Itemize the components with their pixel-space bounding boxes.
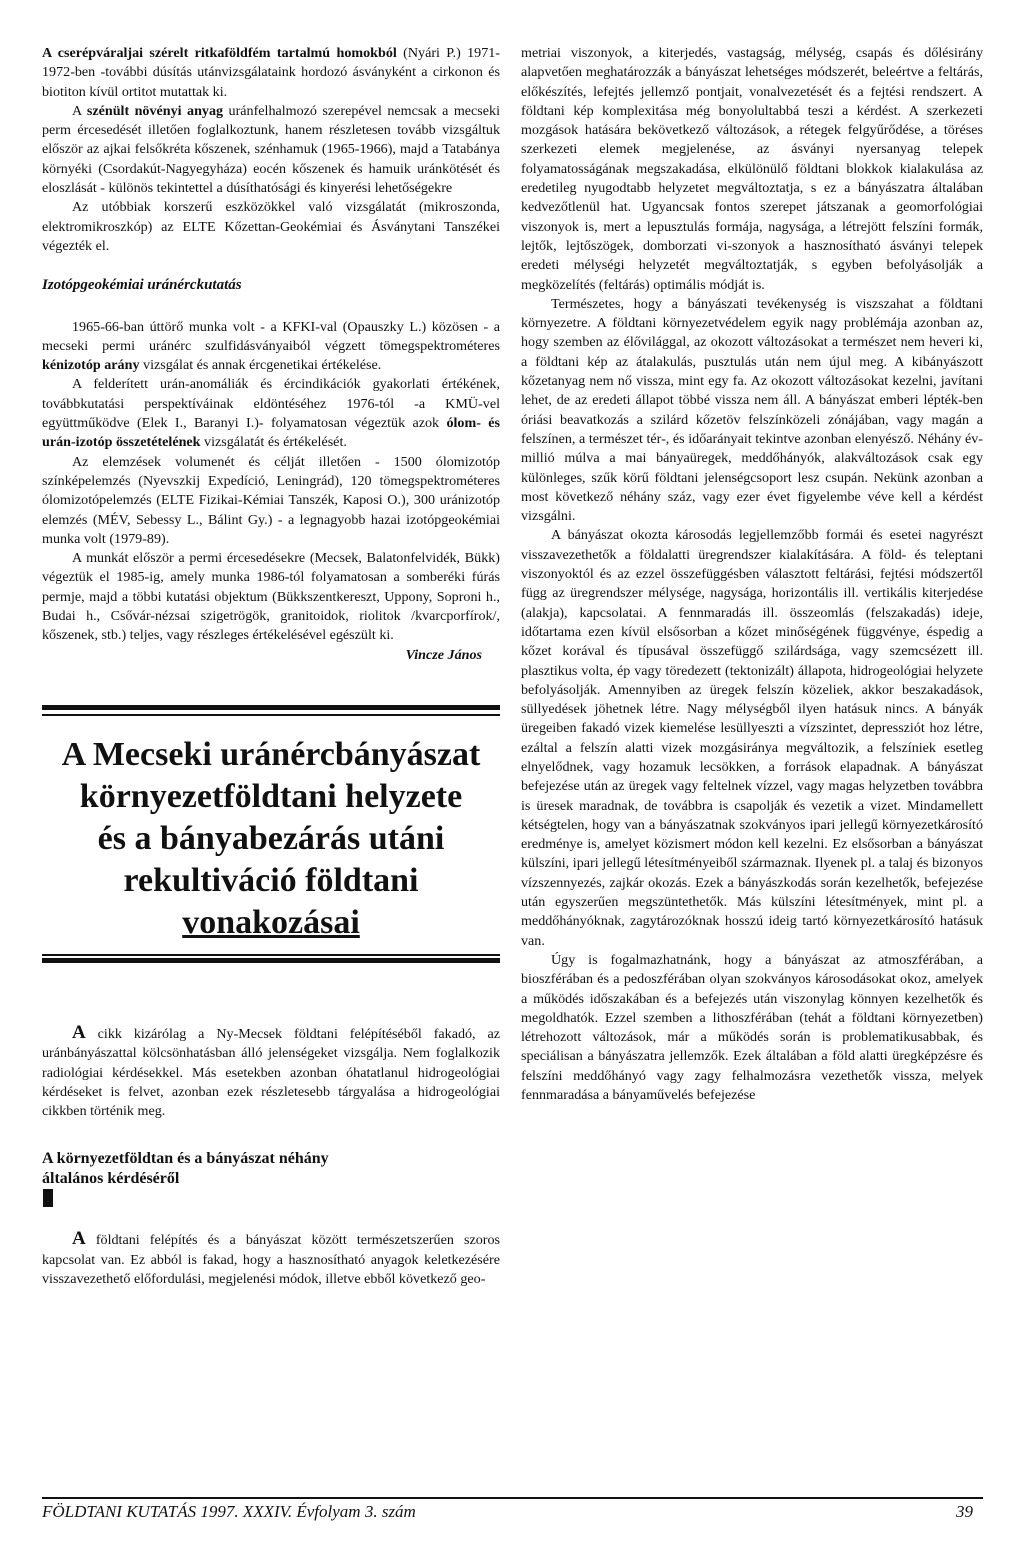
page-number: 39 xyxy=(956,1502,973,1521)
paragraph: A bányászat okozta károsodás legjellemzőbb formái és esetei nagyrészt visszavezethetők a földalatti üregrendszer kialakítására. A föld- és teleptani viszonyoktól és az ezzel összefüggésben választott feltárási, fejtési módszertől függ az üregrendszer mélysége, nagysága, horizontális ill. vertikális kiterjedése (alakja), kapcsolatai. A fennmaradás ill. összeomlás (felszakadás) ideje, időtartama ezen kívül elsősorban a kőzet minőségének függvénye, éspedig a kőzet korával és típusával összefüggő szilárdsága, vagy szemcsézett ill. plasztikus volta, ép vagy töredezett (tektonizált) állapota, hidrogeológiai helyzete befolyásolják. Amennyiben az üregek felszín közeliek, akkor beszakadások, süllyedések jöhetnek létre. Nagy mélységből ilyen hatásuk nincs. A bányák üregeiben fakadó vizek kiemelése lesüllyeszti a vízszintet, depressziót hoz létre, ezáltal a felszín alatti vizek mozgásiránya megváltozik, a felszíniek esetleg elnyelődnek, vagy hozamuk lecsökken, a források elapadnak. A bányászat befejezése után az üregek vagy feltelnek vízzel, vagy magas helyzetben továbbra is üresek maradnak, de továbbra is csapolják és vezetik a vizet. Mindamellett kétségtelen, hogy van a bányászatnak szokványos ipari jellegű környezetkárosító eredménye is, amelyet közismert módon kell kezelni. Ez elsősorban a bányászat külszíni, ipari jellegű létesítményeiből származnak. Ilyenek pl. a talaj és bizonyos vízszennyezés, zajkár okozás. Ezek a bányászkodás során kezelhetők, befejezése után egyszerűen megszüntethetők. Más külszíni létesítmények, mint pl. a meddőhányóknak, zagytározóknak hosszú ideig tartó környezetkárosító hatásuk van. xyxy=(521,527,983,949)
paragraph: Úgy is fogalmazhatnánk, hogy a bányászat az atmoszférában, a bioszférában és a pedoszférában olyan szokványos károsodásokat okoz, amelyek a működés időszakában és a befejezés után viszonylag könnyen kezelhetők és megoldhatók. Ezzel szemben a lithoszférában (tehát a földtani környezetben) létrehozott változások, már a működés során is problematikusabbak, és speciálisan a bányászatra jellemzők. Ezek általában a föld alatti üregképzésre és felszíni meddőhányó vagy zagy felhalmozásra vezethetők vissza, melyek fennmaradása a bányaművelés befejezése xyxy=(521,951,983,1104)
journal-citation: FÖLDTANI KUTATÁS 1997. XXXIV. Évfolyam 3. szám xyxy=(42,1502,416,1521)
footer-rule xyxy=(42,1497,983,1499)
bold-phrase: ólom- és urán-izotóp összetételének xyxy=(42,415,500,451)
title-line: vonakozásai xyxy=(182,903,360,941)
title-line: és a bányabezárás utáni xyxy=(97,819,445,857)
title-rule-bottom xyxy=(42,958,500,963)
lead-paragraph xyxy=(42,1023,500,1121)
paragraph: Természetes, hogy a bányászati tevékenység is viszszahat a földtani környezetre. A földtani környezetvédelem egyik nagy problémája azonban az, hogy szemben az élővilággal, az okozott változásokat a természet nem heveri ki, a földtani kép az átalakulás, pusztulás után nem újul meg. A kibányászott kőzetanyag nem nő vissza, mint egy fa. Az okozott változásokat kezelni, javítani lehet, de az eredeti állapot többé vissza nem áll. A bányászat emberi lépték-ben óriási beavatkozás a szilárd kőzetöv felszínközeli zónájában, vagy magán a felszínen, a természet tér-, és időarányait tekintve azonban elenyésző. Néhány év-millió múlva a mai bányaüregek, meddőhányók, alakváltozások csak egy különleges, szűk körű földtani jelenségcsoport lesz csupán. Nekünk azonban a most következő néhány száz, vagy ezer évet figyelembe véve kell a kérdést vizsgálni. xyxy=(521,295,983,525)
text-run: vizsgálat és annak ércgenetikai értékelése. xyxy=(139,357,382,374)
author-signature: Vincze János xyxy=(405,646,482,663)
article-title xyxy=(42,734,500,944)
bold-phrase: szénült növényi anyag xyxy=(86,102,224,119)
block-mark xyxy=(43,1189,53,1207)
drop-cap: A xyxy=(72,1228,86,1250)
paragraph: metriai viszonyok, a kiterjedés, vastagság, mélység, csapás és dőlésirány alapvetően meghatározzák a bányászat lehetséges módszerét, beleértve a feltárás, előkészítés, lefejtés jellemző pontjait, vonalvezetését és a fejtési rendszert. A földtani kép komplexitása még bonyolultabbá teszi a kérdést. A szerkezeti mozgások hatására bekövetkező változások, a rétegek felgyűrődése, a töréses szerkezeti elemek megjelenése, az ásványi nyersanyag telepek folyamatosságának megszakadása, elkülönülő földtani blokkok kialakulása az eredetileg nyugodtabb helyzetet megváltoztatja, s ez a bányászatra általában kedvezőtlenül hat. Ugyancsak fontos szerepet játszanak a geomorfológiai viszonyok is, mert a lepusztulás formája, nagysága, a létrejött felszíni formák, lejtők, lejtőszögek, domborzati vi-szonyok a hasznosítható ásványi telepek eredeti mélységi helyzetét megváltoztatják, s egyben befolyásolják a megközelítés (feltárás) optimális módját is. xyxy=(521,45,983,293)
page-footer xyxy=(42,1502,973,1522)
paragraph: Az utóbbiak korszerű eszközökkel való vizsgálatát (mikroszonda, elektromikroszkóp) az ELTE Kőzettan-Geokémiai és Ásványtani Tanszékei végezték el. xyxy=(42,199,500,254)
title-line: A Mecseki uránércbányászat xyxy=(61,735,481,773)
paragraph: Az elemzések volumenét és célját illetően - 1500 ólomizotóp színképelemzés (Nyevszkij Expedíció, Leningrád), 120 tömegspektrométeres ólomizotópelemzés (ELTE Fizikai-Kémiai Tanszék, Kaposi O.), 300 uránizotóp elemzés (MÉV, Sebessy L., Bálint Gy.) - a legnagyobb hazai izotópgeokémiai munka volt (1979-89). xyxy=(42,453,500,547)
text-run: (Nyári P.) 1971-1972-ben -további dúsítás utánvizsgálataink hordozó ásványként a cirkonon és biotiton kívül ortitot mutattak ki. xyxy=(42,45,500,100)
title-rule-top-thin xyxy=(42,714,500,716)
bold-phrase: A cserépváraljai szérelt ritkaföldfém tartalmú homokból xyxy=(42,45,397,61)
title-rule-bottom-thin xyxy=(42,954,500,956)
text-run: uránfelhalmozó szerepével nemcsak a mecseki perm ércesedését illetően foglalkoztunk, hanem részletesen tovább vizsgáltuk először az ajkai felsőkréta kőszenek, szénhamuk (1965-1966), majd a Tatabánya környéki (Csordakút-Nagyegyháza) eocén kőszenek és hamuik uránkötését és eloszlását - különös tekintettel a dúsíthatósági és kinyerési lehetőségekre xyxy=(42,102,500,197)
title-rule-top xyxy=(42,705,500,710)
paragraph xyxy=(42,375,500,452)
paragraph xyxy=(42,1229,500,1289)
bold-phrase: kénizotóp arány xyxy=(42,357,140,374)
text-run: vizsgálatát és értékelését. xyxy=(200,434,347,451)
title-line: környezetföldtani helyzete xyxy=(79,777,463,815)
title-line: rekultiváció földtani xyxy=(123,861,419,899)
left-column xyxy=(42,44,500,1289)
subheading xyxy=(42,1149,500,1207)
text-run: földtani felépítés és a bányászat között természetszerűen szoros kapcsolat van. Ez abból is fakad, hogy a hasznosítható anyagok keletkezésére visszavezethető előfordulási, megjelenési módok, illetve ebből következő geo- xyxy=(42,1232,500,1287)
section-heading: Izotópgeokémiai uránérckutatás xyxy=(42,277,242,294)
right-column xyxy=(521,44,983,1105)
subheading-line: A környezetföldtan és a bányászat néhány xyxy=(42,1150,329,1168)
subheading-line: általános kérdéséről xyxy=(42,1169,500,1207)
text-run: cikk kizárólag a Ny-Mecsek földtani felépítéséből fakadó, az uránbányászattal kölcsönhatásban álló jelenségeket vizsgálja. Nem foglalkozik radiológiai kérdésekkel. Más esetekben azonban óhatatlanul hidrogeológiai kérdéseket is felvet, azonban ezek részletesebb tárgyalása a hidrogeológiai cikkben történik meg. xyxy=(42,1025,500,1120)
text-run: A felderített urán-anomáliák és ércindikációk gyakorlati értékének, továbbkutatási perspektíváinak eldöntéséhez 1976-tól -a KMÜ-vel együttműködve (Elek I., Baranyi I.)- folyamatosan végeztük azok xyxy=(42,376,500,432)
paragraph xyxy=(42,102,500,198)
paragraph xyxy=(42,44,500,102)
text-run: A xyxy=(72,102,87,119)
text-run: 1965-66-ban úttörő munka volt - a KFKI-val (Opauszky L.) közösen - a mecseki permi uránérc szulfidásványaiból végzett tömegspektrométeres xyxy=(42,318,500,354)
paragraph xyxy=(42,318,500,376)
drop-cap: A xyxy=(72,1021,86,1043)
paragraph: A munkát először a permi ércesedésekre (Mecsek, Balatonfelvidék, Bükk) végeztük el 1985-ig, amely munka 1986-tól folyamatosan a somberéki fúrás permje, majd a többi kutatási objektum (Bükkszentkereszt, Uppony, Soproni h., Budai h., Csővár-nézsai szigetrögök, granitoidok, riolitok /kvarcporfírok/, kőszenek, stb.) teljes, vagy részleges értékelésével egészült ki. xyxy=(42,550,500,644)
